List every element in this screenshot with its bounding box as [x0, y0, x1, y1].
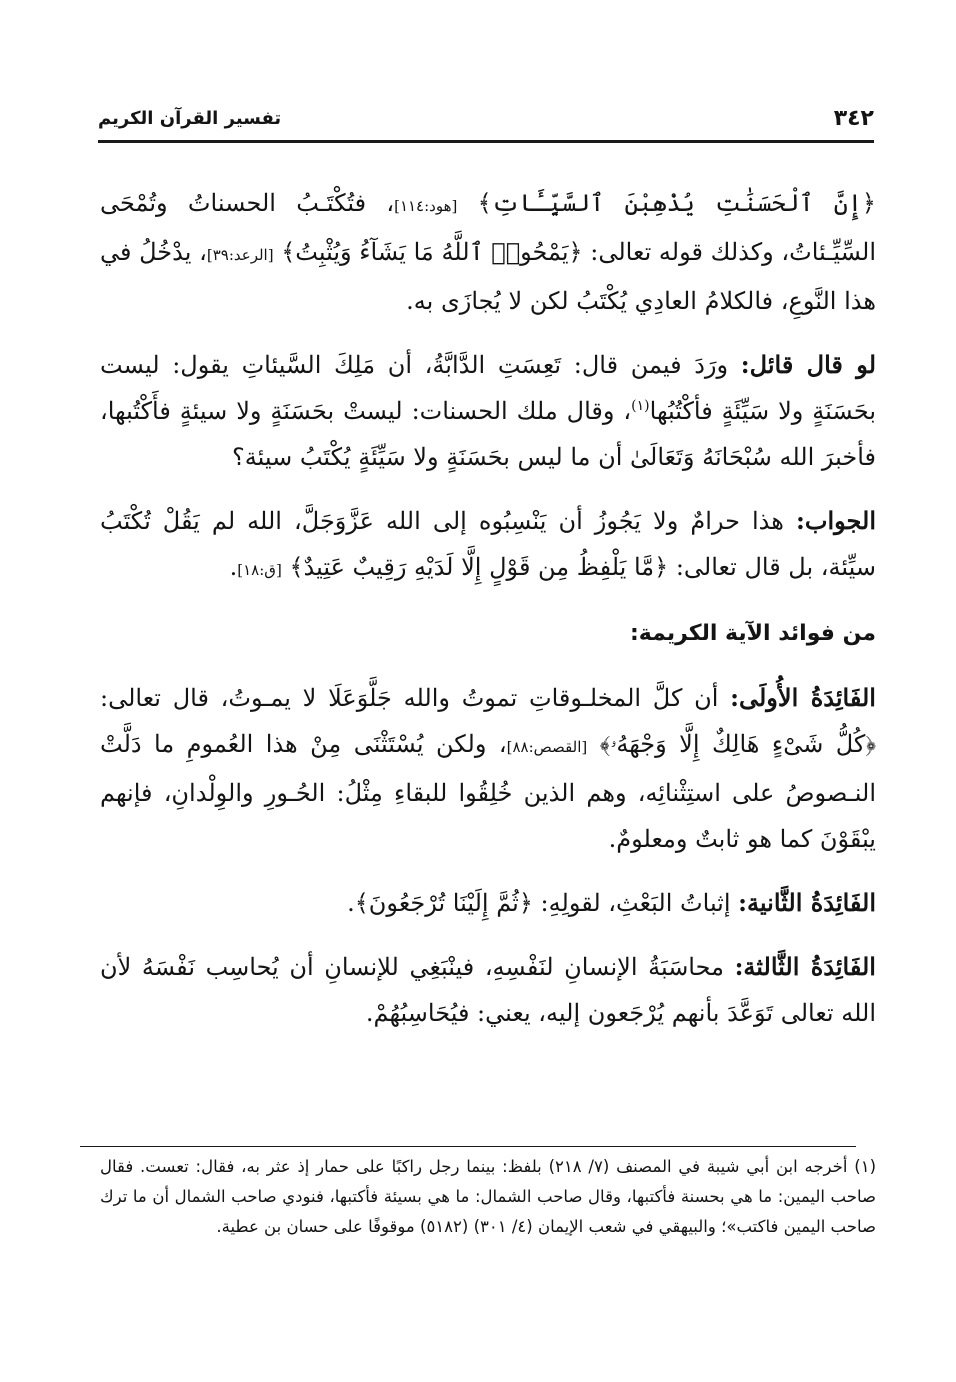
footnote-marker: (١) [631, 398, 650, 414]
paragraph-text: هذا حرامٌ ولا يَجُوزُ أن يَنْسِبُوه إلى الله عَزَّوَجَلَّ، الله لم يَقُلْ تُكْتَبُ سيِّئة، بل قال تعالى: [100, 507, 876, 581]
paragraph-text: ، يدْخُلُ في هذا النَّوعِ، فالكلامُ العادِي يُكْتَبُ لكن لا يُجازَى به. [100, 238, 876, 315]
paragraph-text: محاسَبَةُ الإنسانِ لنَفْسِهِ، فينْبَغِي للإنسانِ أن يُحاسِب نَفْسَهُ لأن الله تعالى تَوَعَّدَ بأنهم يُرْجَعون إليه، يعني: فيُحَاسِبُهُمْ. [100, 953, 876, 1027]
benefit-lead: الفَائِدَةُ الثَّالثة: [734, 952, 876, 981]
quran-verse: ﴿كُلُّ شَىْءٍ هَالِكٌ إِلَّا وَجْهَهُۥ﴾ [599, 730, 876, 758]
paragraph-text: ، فتُكْتَـبُ الحسناتُ وتُمْحَى السِّيِّـئاتُ، وكذلك قوله تعالى: [100, 189, 876, 266]
question-lead: لو قال قائل: [740, 350, 877, 379]
main-text [100, 180, 876, 1054]
answer-lead: الجواب: [796, 506, 876, 535]
benefit-2 [100, 880, 876, 926]
quran-verse: ﴿مَّا يَلْفِظُ مِن قَوْلٍ إِلَّا لَدَيْهِ رَقِيبٌ عَتِيدٌ﴾ [289, 553, 669, 581]
benefit-lead: الفَائِدَةُ الثَّانية: [738, 888, 876, 917]
paragraph-text: ، وقال ملك الحسنات: ليستْ بحَسَنَةٍ ولا سيئةٍ فأَكْتُبها، فأخبرَ الله سُبْحَانَهُ وَتَعَالَىٰ أن ما ليس بحَسَنَةٍ ولا سَيِّئَةٍ يُكْتَبُ سيئة؟ [100, 397, 876, 471]
footnote: (١) أخرجه ابن أبي شيبة في المصنف (٧/ ٢١٨) بلفظ: بينما رجل راكبًا على حمار إذ عثر به، فقال: تعست. فقال صاحب اليمين: ما هي بحسنة فأكتبها، وقال صاحب الشمال: ما هي بسيئة فأكتبها، فنودي صاحب الشمال أن ما ترك صاحب اليمين فاكتب»؛ والبيهقي في شعب الإيمان (٤/ ٣٠١) (٥١٨٢) موقوفًا على حسان بن عطية. [100, 1157, 876, 1236]
benefit-1 [100, 675, 876, 862]
paragraph-text: ورَدَ فيمن قال: تَعِسَتِ الدَّابَّةُ، أن مَلِكَ السَّيئاتِ يقول: ليست بحَسَنَةٍ ولا سَيِّئَةٍ فأكْتُبُها [100, 351, 877, 425]
paragraph-2 [100, 342, 876, 480]
paragraph-text: أن كلَّ المخلـوقاتِ تموتُ والله جَلَّوَعَلَا لا يمـوتُ، قال تعالى: [100, 684, 719, 712]
quran-verse: ﴿إِنَّ ٱلْحَسَنَٰتِ يُذْهِبْنَ ٱلسَّيِّـَٔاتِ﴾ [477, 189, 876, 217]
benefit-lead: الفَائِدَةُ الأُولَى: [730, 683, 876, 712]
verse-reference: [القصص:٨٨] [506, 738, 588, 756]
paragraph-text: . [347, 889, 355, 917]
verse-reference: [الرعد:٣٩] [206, 246, 274, 264]
page-header [98, 106, 874, 143]
page-number: ٣٤٢ [833, 106, 874, 131]
paragraph-1 [100, 180, 876, 324]
paragraph-3 [100, 498, 876, 593]
quran-verse: ﴿ثُمَّ إِلَيْنَا تُرْجَعُونَ﴾ [354, 889, 533, 917]
paragraph-text: . [229, 553, 238, 581]
footnote-divider [80, 1146, 856, 1147]
section-heading: من فوائد الآية الكريمة: [629, 621, 876, 646]
verse-reference: [ق:١٨] [237, 561, 282, 579]
verse-reference: [هود:١١٤] [394, 197, 458, 215]
paragraph-text: ، ولكن يُسْتَثْنَى مِنْ هذا العُمومِ ما دَلَّتْ النـصوصُ على استِثْنائِه، وهم الذين خُلِقُوا للبقاءِ مِثْلُ: الحُـورِ والوِلْدانِ، فإنهم يبْقَوْنَ كما هو ثابتٌ ومعلومٌ. [100, 730, 876, 853]
benefit-3 [100, 944, 876, 1036]
running-title: تفسير القرآن الكريم [98, 108, 282, 129]
quran-verse: ﴿يَمْحُوا۟ ٱللَّهُ مَا يَشَآءُ وَيُثْبِتُ﴾ [281, 238, 583, 266]
paragraph-text: إثباتُ البَعْثِ، لقولِهِ: [540, 889, 731, 917]
